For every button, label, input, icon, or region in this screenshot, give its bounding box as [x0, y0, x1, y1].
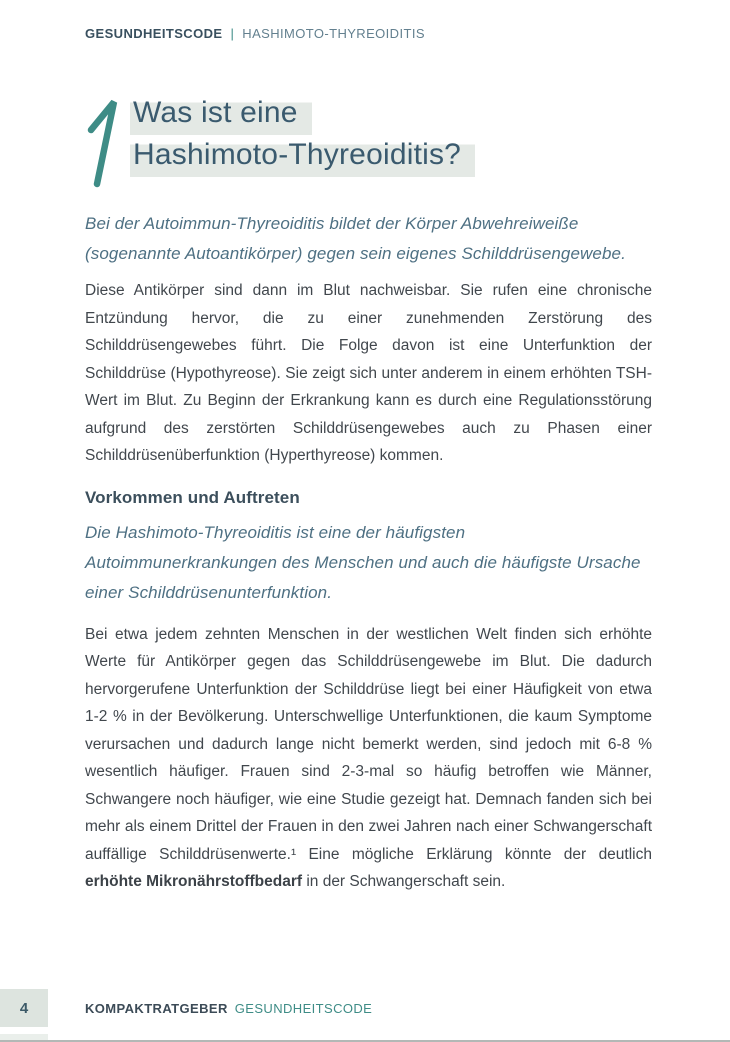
chapter-number-glyph	[85, 97, 127, 189]
running-header	[85, 0, 652, 41]
chapter-title-line-1: Was ist eine	[130, 93, 312, 135]
footer-brand: GESUNDHEITSCODE	[234, 1000, 373, 1016]
chapter-number	[85, 93, 133, 189]
footer-text	[85, 1001, 372, 1016]
running-header-separator: |	[230, 26, 235, 41]
chapter-title-block	[85, 93, 652, 189]
page-number-badge	[0, 989, 48, 1027]
footer-series: KOMPAKTRATGEBER	[85, 1000, 228, 1016]
section-lead-paragraph: Die Hashimoto-Thyreoiditis ist eine der häufigsten Autoimmunerkrankungen des Menschen und auch die häufigste Ursache einer Schilddrüsenunterfunktion.	[85, 522, 641, 602]
page-number: 4	[19, 999, 29, 1017]
intro-body-paragraph: Diese Antikörper sind dann im Blut nachweisbar. Sie rufen eine chronische Entzündung hervor, die zu einer zunehmenden Zerstörung des Schilddrüsengewebes führt. Die Folge davon ist eine Unterfunktion der Schilddrüse (Hypothyreose). Sie zeigt sich unter anderem in einem erhöhten TSH-Wert im Blut. Zu Beginn der Erkrankung kann es durch eine Regulationsstörung aufgrund des zerstörten Schilddrüsengewebes auch zu Phasen einer Schilddrüsenüberfunktion (Hyperthyreose) kommen.	[85, 282, 652, 464]
chapter-title-line-2: Hashimoto-Thyreoiditis?	[130, 135, 475, 177]
page-footer	[0, 989, 730, 1027]
section-heading: Vorkommen und Auftreten	[85, 487, 300, 507]
bottom-edge-sliver	[0, 1034, 48, 1040]
section-body-text: Bei etwa jedem zehnten Menschen in der westlichen Welt finden sich erhöhte Werte für Antikörper gegen das Schilddrüsengewebe im Blut. Die dadurch hervorgerufene Unterfunktion der Schilddrüse liegt bei einer Häufigkeit von etwa 1-2 % in der Bevölkerung. Unterschwellige Unterfunktionen, die kaum Symptome verursachen und dadurch lange nicht bemerkt werden, sind jedoch mit 6-8 % wesentlich häufiger. Frauen sind 2-3-mal so häufig betroffen wie Männer, Schwangere noch häufiger, wie eine Studie gezeigt hat. Demnach fanden sich bei mehr als einem Drittel der Frauen in den zwei Jahren nach einer Schwangerschaft auffällige Schilddrüsenwerte.¹ Eine mögliche Erklärung könnte der deutlich	[85, 625, 652, 863]
chapter-title	[133, 93, 475, 177]
running-header-chapter: HASHIMOTO-THYREOIDITIS	[242, 26, 425, 41]
section-body-bold-phrase: erhöhte Mikronährstoffbedarf	[85, 873, 303, 890]
section-body-paragraph	[85, 621, 652, 896]
intro-lead-paragraph: Bei der Autoimmun-Thyreoiditis bildet der Körper Abwehreiweiße (sogenannte Autoantikörper) gegen sein eigenes Schilddrüsengewebe.	[85, 214, 626, 263]
running-header-series: GESUNDHEITSCODE	[85, 26, 223, 41]
section-body-text-end: in der Schwangerschaft sein.	[302, 873, 506, 890]
